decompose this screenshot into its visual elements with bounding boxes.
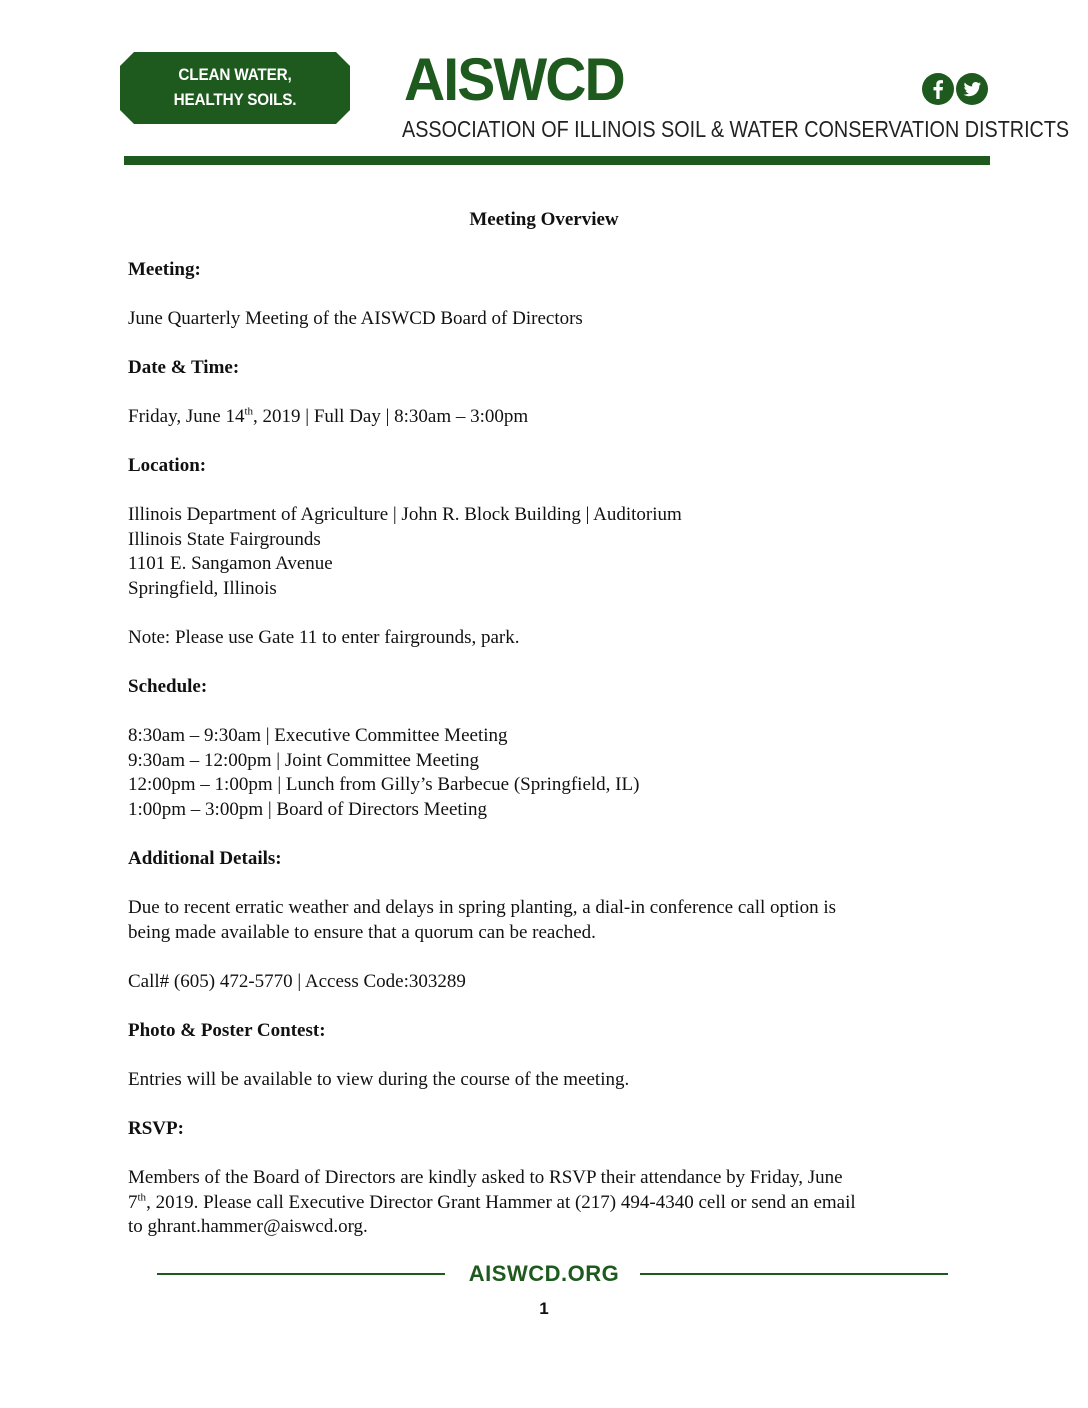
location-address xyxy=(128,503,968,601)
twitter-icon[interactable] xyxy=(956,73,988,105)
header-divider xyxy=(124,156,990,165)
rsvp-heading: RSVP: xyxy=(128,1118,184,1139)
schedule-item: 9:30am – 12:00pm | Joint Committee Meeting xyxy=(128,749,480,771)
rsvp-line xyxy=(128,1191,968,1216)
badge-line-1: CLEAN WATER, xyxy=(178,65,292,84)
badge-line-2: HEALTHY SOILS. xyxy=(173,90,297,109)
additional-line: Due to recent erratic weather and delays in spring planting, a dial-in conference call option is xyxy=(128,897,837,918)
page-number: 1 xyxy=(539,1299,549,1318)
schedule-item: 1:00pm – 3:00pm | Board of Directors Meeting xyxy=(128,798,487,820)
rsvp-date-ordinal: th xyxy=(137,1191,147,1204)
brand-logo-text: AISWCD xyxy=(404,46,624,113)
additional-line: being made available to ensure that a quorum can be reached. xyxy=(128,921,596,943)
additional-details-text xyxy=(128,896,968,945)
rsvp-date-suffix: , 2019. Please call Executive Director Grant Hammer at (217) 494-4340 cell or send an email xyxy=(146,1191,856,1213)
contest-text: Entries will be available to view during the course of the meeting. xyxy=(128,1069,630,1090)
contest-heading: Photo & Poster Contest: xyxy=(128,1020,326,1041)
slogan-badge xyxy=(120,52,350,124)
letterhead xyxy=(0,0,1088,170)
organization-name: ASSOCIATION OF ILLINOIS SOIL & WATER CONSERVATION DISTRICTS xyxy=(402,116,1070,142)
badge-text xyxy=(132,62,339,112)
schedule-item: 8:30am – 9:30am | Executive Committee Meeting xyxy=(128,725,508,746)
rsvp-line: Members of the Board of Directors are kindly asked to RSVP their attendance by Friday, June xyxy=(128,1167,843,1188)
schedule-item: 12:00pm – 1:00pm | Lunch from Gilly’s Barbecue (Springfield, IL) xyxy=(128,774,640,795)
schedule-heading: Schedule: xyxy=(128,676,208,697)
website-link[interactable]: AISWCD.ORG xyxy=(468,1261,620,1286)
location-line: Illinois Department of Agriculture | John R. Block Building | Auditorium xyxy=(128,504,682,525)
location-heading: Location: xyxy=(128,455,207,476)
rsvp-email-line: to ghrant.hammer@aiswcd.org. xyxy=(128,1216,368,1237)
location-line: Springfield, Illinois xyxy=(128,577,277,599)
meeting-text: June Quarterly Meeting of the AISWCD Board of Directors xyxy=(128,308,583,329)
location-line: Illinois State Fairgrounds xyxy=(128,528,321,550)
date-time-heading: Date & Time: xyxy=(128,357,240,378)
date-time-text xyxy=(128,405,968,430)
additional-details-heading: Additional Details: xyxy=(128,848,282,869)
conference-call-info: Call# (605) 472-5770 | Access Code:303289 xyxy=(128,971,466,992)
rsvp-text xyxy=(128,1166,968,1240)
footer-divider-left xyxy=(157,1273,445,1275)
location-note: Note: Please use Gate 11 to enter fairgrounds, park. xyxy=(128,627,520,648)
date-ordinal: th xyxy=(244,405,254,418)
rsvp-date-prefix: 7 xyxy=(128,1191,138,1213)
date-suffix: , 2019 | Full Day | 8:30am – 3:00pm xyxy=(253,406,529,427)
date-prefix: Friday, June 14 xyxy=(128,406,245,427)
footer-divider-right xyxy=(640,1273,948,1275)
meeting-heading: Meeting: xyxy=(128,259,201,280)
document-title: Meeting Overview xyxy=(469,209,619,230)
location-line: 1101 E. Sangamon Avenue xyxy=(128,553,333,574)
facebook-icon[interactable] xyxy=(922,73,954,105)
schedule-list xyxy=(128,724,968,822)
